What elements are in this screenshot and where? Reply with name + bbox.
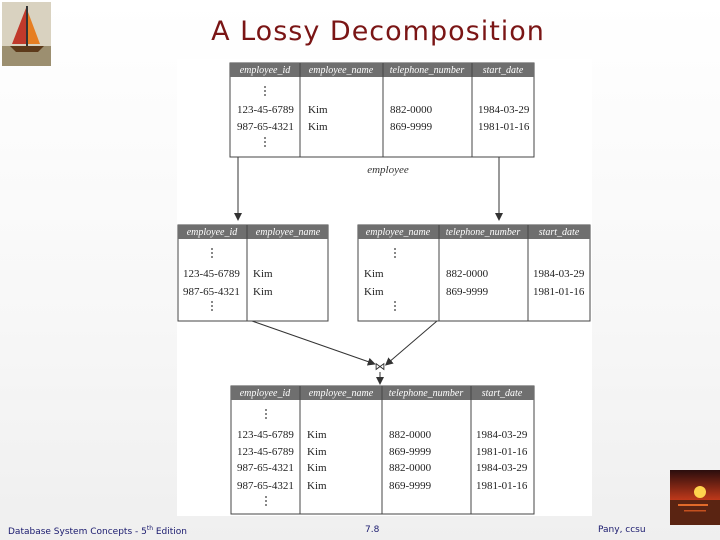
result-row-2-phone: 869-9999 (389, 446, 432, 458)
employee-caption: employee (367, 164, 409, 176)
employee-row-2-id: 987-65-4321 (237, 121, 294, 133)
left-header-employee-name: employee_name (255, 227, 321, 238)
employee-row-2-phone: 869-9999 (390, 121, 433, 133)
employee-header-employee-id: employee_id (239, 65, 291, 76)
footer-right: Pany, ccsu (598, 525, 646, 535)
result-header-start-date: start_date (481, 388, 523, 399)
right-header-start-date: start_date (538, 227, 580, 238)
right-row-1-name: Kim (364, 268, 384, 280)
result-row-2-name: Kim (307, 446, 327, 458)
result-header-telephone-number: telephone_number (388, 388, 464, 399)
right-row-2-date: 1981-01-16 (533, 286, 585, 298)
arrow-right-to-join (388, 321, 437, 363)
footer-edition-tail: Edition (153, 527, 188, 537)
left-row-2-id: 987-65-4321 (183, 286, 240, 298)
arrow-left-to-join (252, 321, 372, 363)
right-header-employee-name: employee_name (365, 227, 431, 238)
result-row-3-date: 1984-03-29 (476, 462, 528, 474)
right-row-1-phone: 882-0000 (446, 268, 489, 280)
result-row-2-id: 123-45-6789 (237, 446, 294, 458)
right-row-2-phone: 869-9999 (446, 286, 489, 298)
employee-row-2-name: Kim (308, 121, 328, 133)
employee-header-telephone-number: telephone_number (389, 65, 465, 76)
footer-edition-sup: th (146, 525, 153, 532)
employee-header-employee-name: employee_name (308, 65, 374, 76)
result-row-2-date: 1981-01-16 (476, 446, 528, 458)
employee-row-1-phone: 882-0000 (390, 104, 433, 116)
employee-row-1-date: 1984-03-29 (478, 104, 530, 116)
result-row-4-name: Kim (307, 480, 327, 492)
left-row-1-name: Kim (253, 268, 273, 280)
result-row-3-phone: 882-0000 (389, 462, 432, 474)
left-row-1-id: 123-45-6789 (183, 268, 240, 280)
left-projection-table (178, 225, 328, 321)
result-row-1-phone: 882-0000 (389, 429, 432, 441)
right-row-1-date: 1984-03-29 (533, 268, 585, 280)
footer-left (8, 525, 187, 537)
slide-title: A Lossy Decomposition (211, 16, 545, 47)
left-row-2-name: Kim (253, 286, 273, 298)
result-row-1-date: 1984-03-29 (476, 429, 528, 441)
footer-page-number: 7.8 (365, 525, 380, 535)
result-row-1-id: 123-45-6789 (237, 429, 294, 441)
result-row-3-id: 987-65-4321 (237, 462, 294, 474)
result-row-4-id: 987-65-4321 (237, 480, 294, 492)
result-row-4-date: 1981-01-16 (476, 480, 528, 492)
result-header-employee-name: employee_name (308, 388, 374, 399)
result-header-employee-id: employee_id (239, 388, 291, 399)
footer-left-text: Database System Concepts - (8, 527, 142, 537)
employee-row-1-id: 123-45-6789 (237, 104, 294, 116)
footer-edition-number: 5 (141, 527, 147, 537)
sunset-image (670, 470, 720, 525)
employee-header-start-date: start_date (482, 65, 524, 76)
employee-table (230, 63, 534, 157)
right-row-2-name: Kim (364, 286, 384, 298)
result-row-1-name: Kim (307, 429, 327, 441)
join-symbol: ⋈ (374, 361, 386, 373)
result-table (231, 386, 534, 514)
right-projection-table (358, 225, 590, 321)
result-row-3-name: Kim (307, 462, 327, 474)
left-header-employee-id: employee_id (186, 227, 238, 238)
right-header-telephone-number: telephone_number (445, 227, 521, 238)
result-row-4-phone: 869-9999 (389, 480, 432, 492)
employee-row-1-name: Kim (308, 104, 328, 116)
employee-row-2-date: 1981-01-16 (478, 121, 530, 133)
